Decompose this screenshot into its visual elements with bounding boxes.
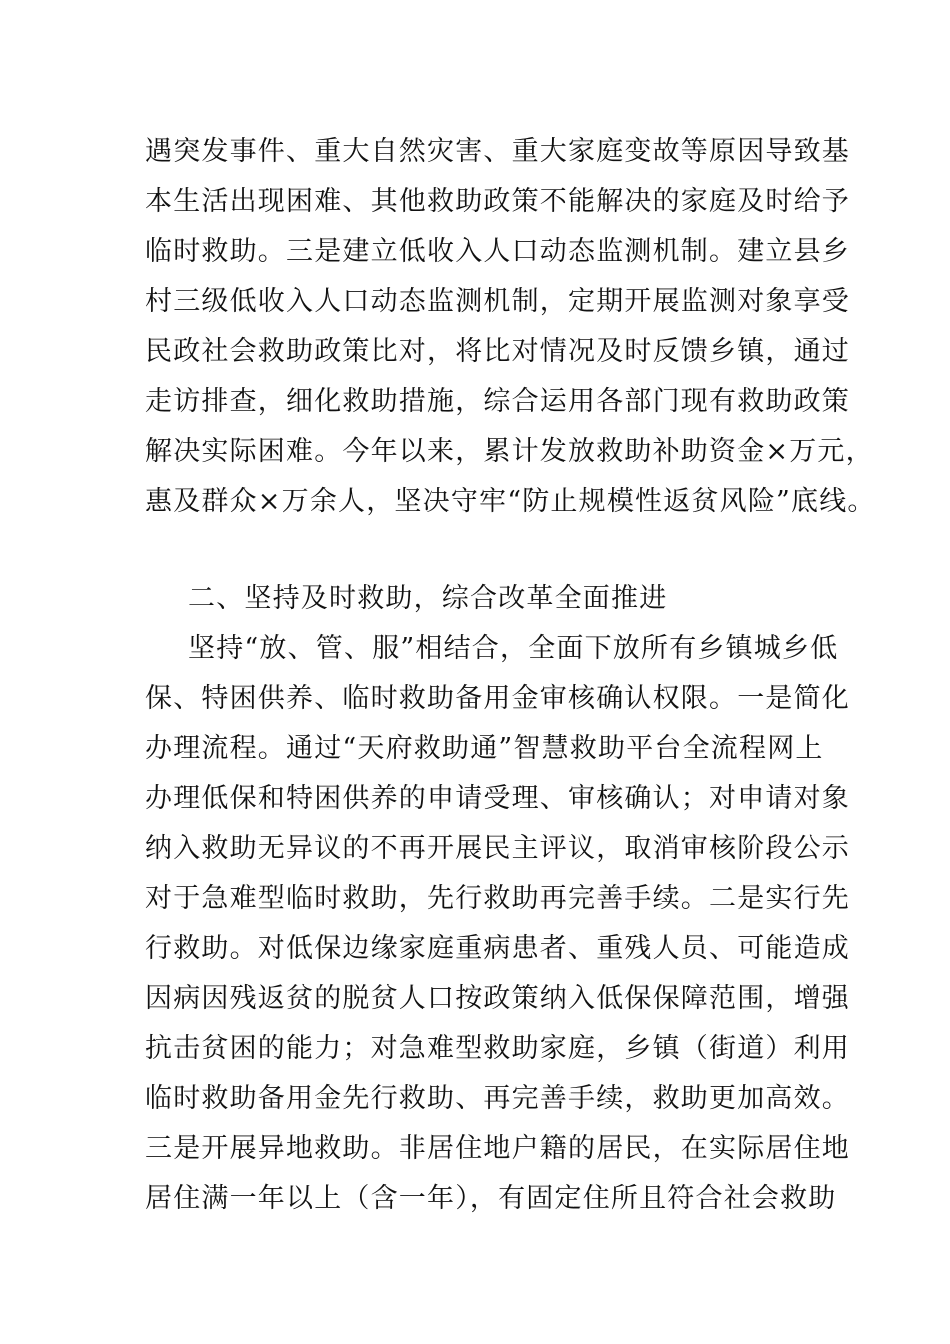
paragraph-line: 因病因残返贫的脱贫人口按政策纳入低保保障范围，增强 [145,983,850,1014]
paragraph-line: 对于急难型临时救助，先行救助再完善手续。二是实行先 [145,883,850,914]
paragraph-line: 村三级低收入人口动态监测机制，定期开展监测对象享受 [145,286,850,317]
paragraph-line: 遇突发事件、重大自然灾害、重大家庭变故等原因导致基 [145,136,850,167]
paragraph-line: 办理低保和特困供养的申请受理、审核确认；对申请对象 [145,783,850,814]
paragraph-line: 办理流程。通过“天府救助通”智慧救助平台全流程网上 [145,733,824,764]
paragraph-line: 民政社会救助政策比对，将比对情况及时反馈乡镇，通过 [145,336,850,367]
paragraph-line: 行救助。对低保边缘家庭重病患者、重残人员、可能造成 [145,933,850,964]
paragraph-line: 临时救助备用金先行救助、再完善手续，救助更加高效。 [145,1083,850,1114]
paragraph-line: 居住满一年以上（含一年），有固定住所且符合社会救助 [145,1183,837,1214]
paragraph-line: 保、特困供养、临时救助备用金审核确认权限。一是简化 [145,683,850,714]
paragraph-line: 解决实际困难。今年以来，累计发放救助补助资金×万元， [145,436,874,467]
paragraph-line: 坚持“放、管、服”相结合，全面下放所有乡镇城乡低 [188,633,839,664]
paragraph-line: 惠及群众×万余人，坚决守牢“防止规模性返贫风险”底线。 [145,486,876,517]
paragraph-line: 纳入救助无异议的不再开展民主评议，取消审核阶段公示 [145,833,850,864]
paragraph-line: 临时救助。三是建立低收入人口动态监测机制。建立县乡 [145,236,850,267]
paragraph-line: 本生活出现困难、其他救助政策不能解决的家庭及时给予 [145,186,850,217]
paragraph-line: 三是开展异地救助。非居住地户籍的居民，在实际居住地 [145,1133,850,1164]
paragraph-line: 走访排查，细化救助措施，综合运用各部门现有救助政策 [145,386,850,417]
section-heading: 二、坚持及时救助，综合改革全面推进 [188,583,668,614]
paragraph-line: 抗击贫困的能力；对急难型救助家庭，乡镇（街道）利用 [145,1033,850,1064]
